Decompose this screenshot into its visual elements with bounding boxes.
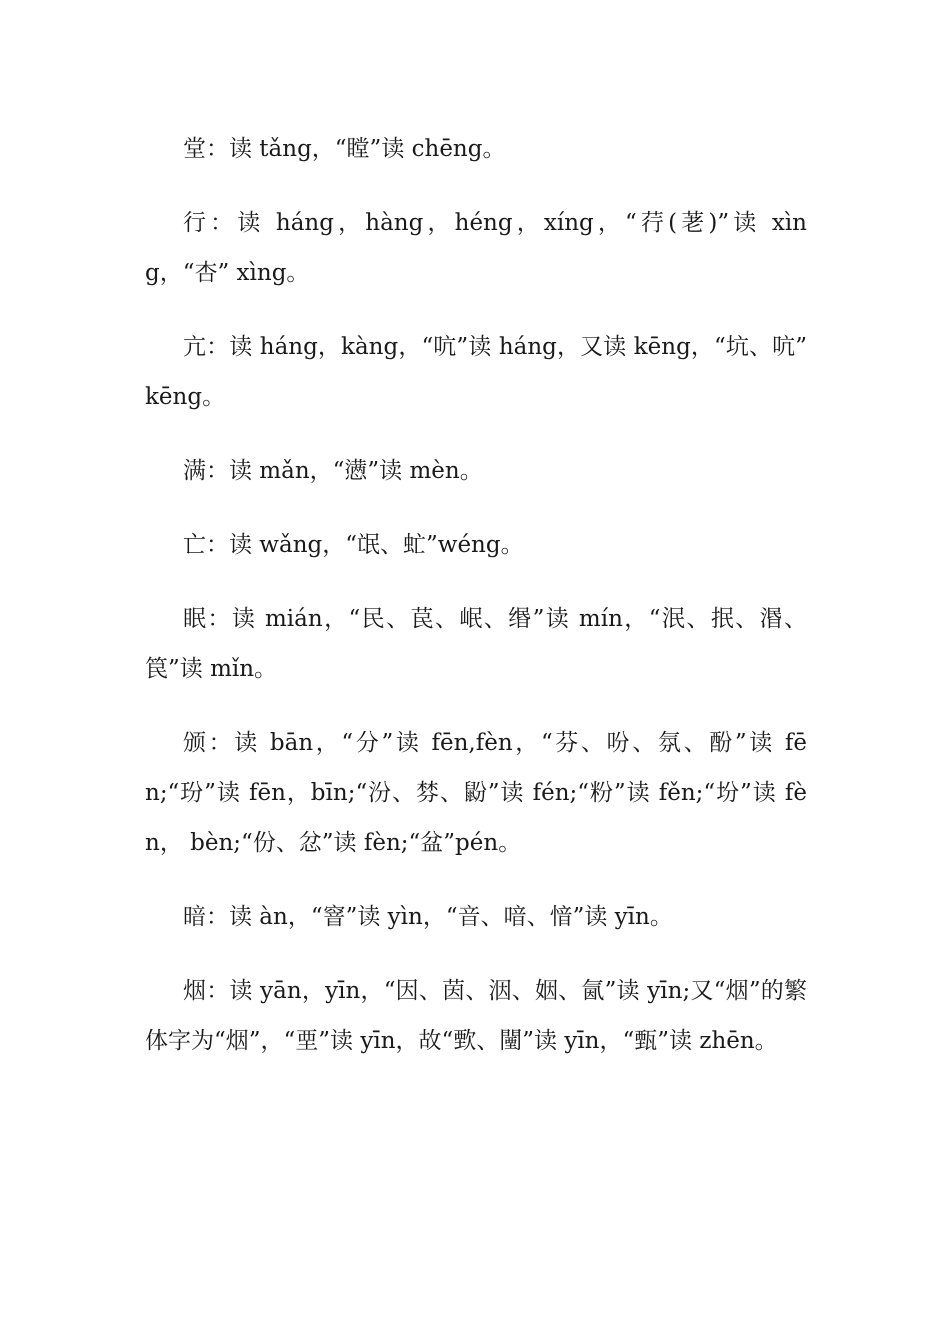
document-page bbox=[145, 124, 807, 1090]
paragraph-xing: 行：读 háng，hàng，héng，xíng，“荇(荖)”读 xìng，“杏” xìng。 bbox=[145, 210, 807, 286]
paragraph-wang: 亡：读 wǎng，“氓、虻”wéng。 bbox=[183, 532, 524, 558]
paragraph-tang: 堂：读 tǎng，“瞠”读 chēng。 bbox=[183, 136, 506, 162]
paragraph-kang: 亢：读 háng，kàng，“吭”读 háng，又读 kēng，“坑、吭” kēng。 bbox=[145, 334, 807, 410]
paragraph-mian: 眠：读 mián，“民、苠、岷、缗”读 mín，“泯、抿、湣、笢”读 mǐn。 bbox=[145, 606, 807, 682]
paragraph-ban: 颁：读 bān，“分”读 fēn,fèn，“芬、吩、氛、酚”读 fēn;“玢”读 fēn，bīn;“汾、棼、鼢”读 fén;“粉”读 fěn;“坋”读 fèn， bèn;“份、忿”读 fèn;“盆”pén。 bbox=[145, 730, 807, 856]
paragraph-man: 满：读 mǎn，“懑”读 mèn。 bbox=[183, 458, 483, 484]
paragraph-an: 暗：读 àn，“窨”读 yìn，“音、喑、愔”读 yīn。 bbox=[183, 904, 673, 930]
paragraph-yan: 烟：读 yān，yīn，“因、茵、洇、姻、氤”读 yīn;又“烟”的繁体字为“烟”，“垔”读 yīn，故“歅、闉”读 yīn，“甄”读 zhēn。 bbox=[145, 978, 807, 1054]
